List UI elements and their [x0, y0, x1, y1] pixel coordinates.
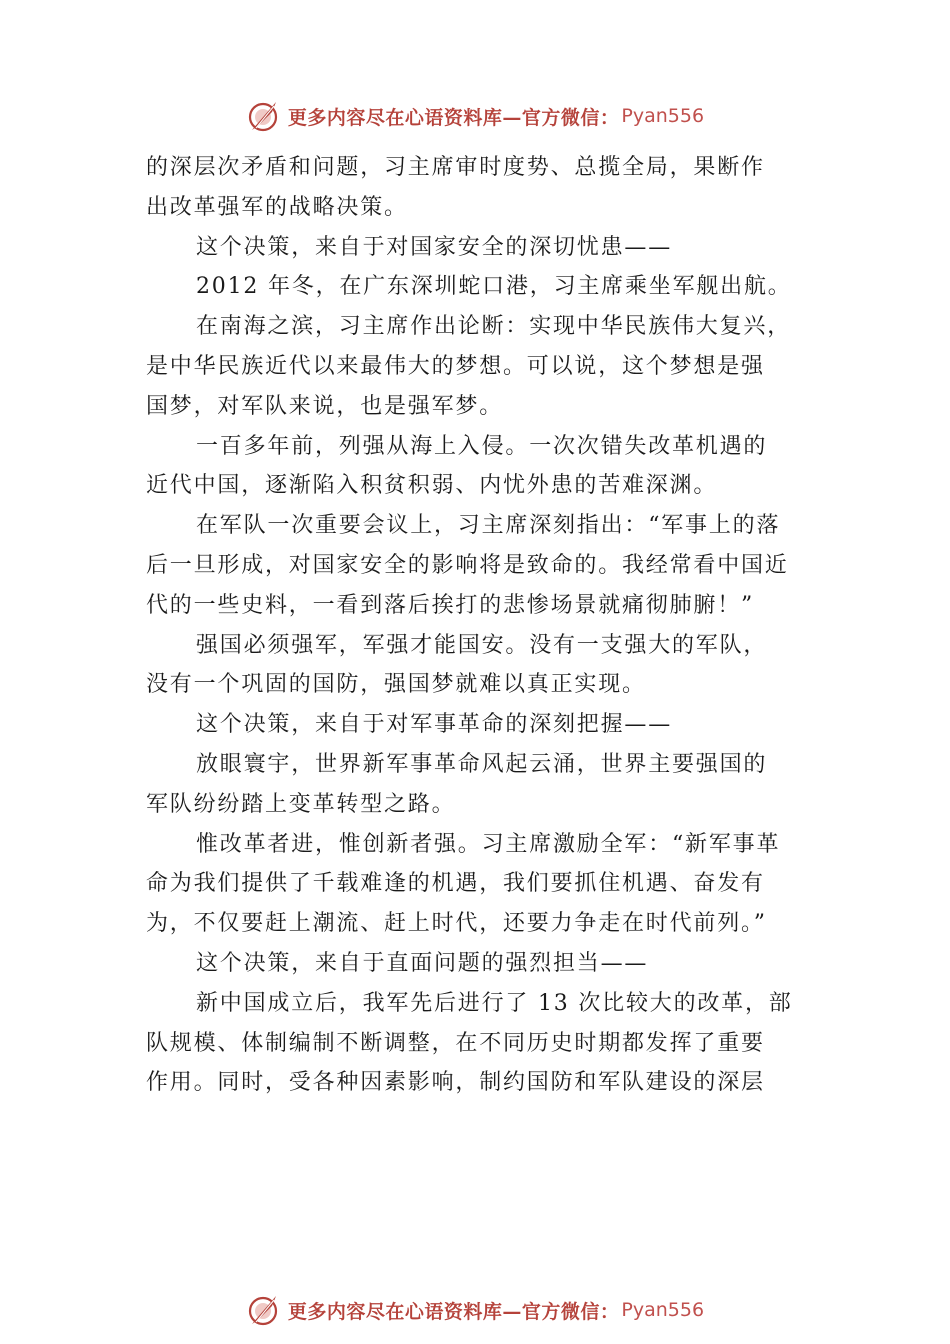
text-line: 是中华民族近代以来最伟大的梦想。可以说，这个梦想是强 [146, 353, 765, 379]
document-body [146, 148, 826, 1103]
footer-banner [0, 1290, 950, 1330]
footer-wechat-handle: Pyan556 [621, 1299, 705, 1321]
text-line: 这个决策，来自于对国家安全的深切忧患—— [196, 234, 673, 260]
text-line: 近代中国，逐渐陷入积贫积弱、内忧外患的苦难深渊。 [146, 473, 718, 499]
text-line: 新中国成立后，我军先后进行了 13 次比较大的改革，部 [196, 990, 793, 1016]
text-line: 2012 年冬，在广东深圳蛇口港，习主席乘坐军舰出航。 [196, 274, 792, 300]
text-line: 后一旦形成，对国家安全的影响将是致命的。我经常看中国近 [146, 552, 789, 578]
text-line: 这个决策，来自于对军事革命的深刻把握—— [196, 712, 673, 738]
text-line: 命为我们提供了千载难逢的机遇，我们要抓住机遇、奋发有 [146, 871, 765, 897]
header-text: 更多内容尽在心语资料库—官方微信： [287, 106, 620, 129]
footer-text: 更多内容尽在心语资料库—官方微信： [287, 1300, 620, 1323]
text-line: 这个决策，来自于直面问题的强烈担当—— [196, 950, 649, 976]
text-line: 在军队一次重要会议上，习主席深刻指出：“军事上的落 [196, 513, 781, 539]
text-line: 的深层次矛盾和问题，习主席审时度势、总揽全局，果断作 [146, 155, 765, 180]
text-line: 代的一些史料，一看到落后挨打的悲惨场景就痛彻肺腑！” [146, 592, 755, 618]
text-line: 在南海之滨，习主席作出论断：实现中华民族伟大复兴， [196, 314, 792, 340]
header-banner [0, 96, 950, 136]
text-line: 一百多年前，列强从海上入侵。一次次错失改革机遇的 [196, 433, 768, 459]
text-line: 惟改革者进，惟创新者强。习主席激励全军：“新军事革 [196, 831, 781, 857]
text-line: 出改革强军的战略决策。 [146, 194, 408, 220]
text-line: 国梦，对军队来说，也是强军梦。 [146, 393, 504, 419]
text-line: 队规模、体制编制不断调整，在不同历史时期都发挥了重要 [146, 1030, 765, 1056]
text-line: 军队纷纷踏上变革转型之路。 [146, 791, 456, 817]
text-line: 放眼寰宇，世界新军事革命风起云涌，世界主要强国的 [196, 751, 768, 777]
text-line: 强国必须强军，军强才能国安。没有一支强大的军队， [196, 632, 768, 658]
quill-pen-seal-icon [246, 98, 282, 134]
text-line: 作用。同时，受各种因素影响，制约国防和军队建设的深层 [146, 1070, 765, 1096]
text-line: 为，不仅要赶上潮流、赶上时代，还要力争走在时代前列。” [146, 911, 767, 937]
text-line: 没有一个巩固的国防，强国梦就难以真正实现。 [146, 672, 646, 698]
header-wechat-handle: Pyan556 [621, 105, 705, 127]
quill-pen-seal-icon [246, 1292, 282, 1328]
